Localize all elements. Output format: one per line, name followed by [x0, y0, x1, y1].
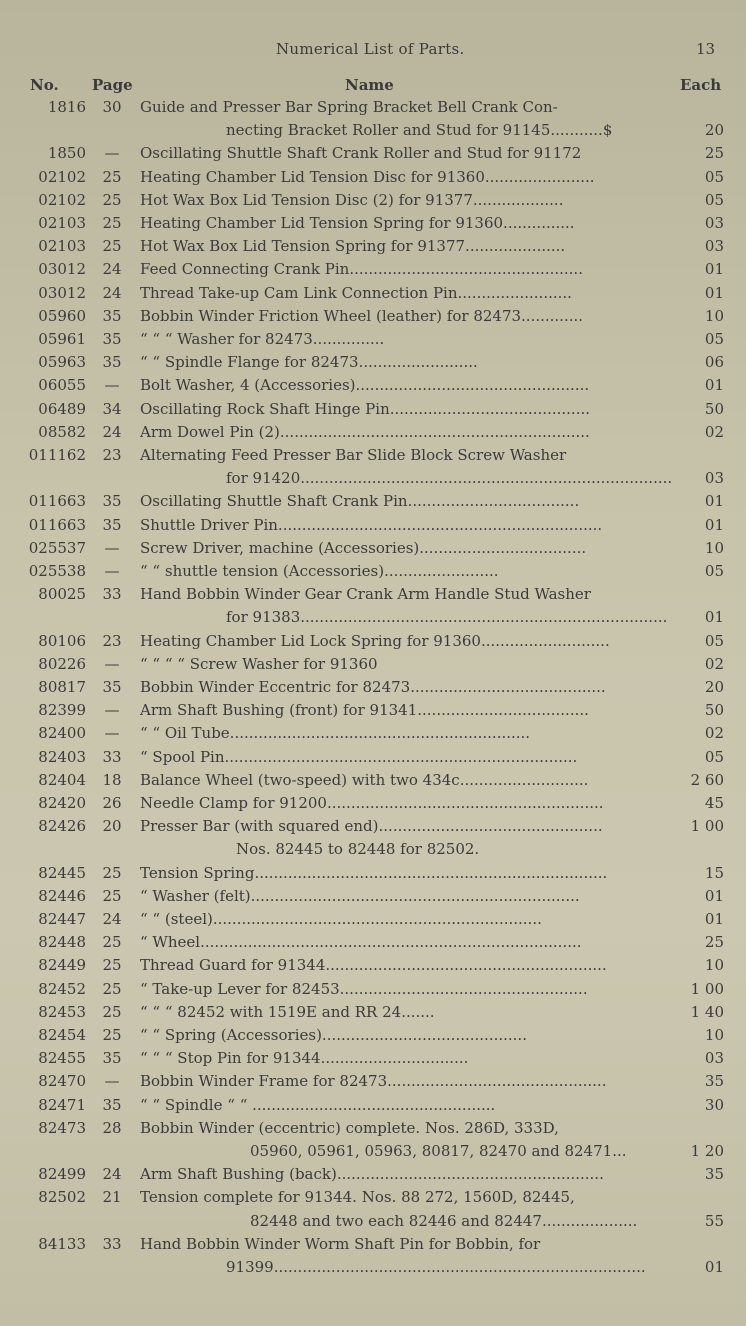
part-name: “ Washer (felt).....................................................................	[140, 886, 580, 905]
table-row	[0, 260, 746, 283]
price-each: 05	[704, 330, 724, 348]
page-ref: 25	[102, 886, 122, 905]
part-name: “ “ Oil Tube...............................................................	[140, 724, 531, 743]
table-row	[0, 516, 746, 539]
price-each: 10	[704, 538, 724, 557]
part-number: 82454	[38, 1026, 86, 1044]
part-number: 025537	[28, 538, 86, 557]
part-name: Bolt Washer, 4 (Accessories).................................................	[140, 376, 590, 395]
part-number: 82455	[38, 1049, 86, 1068]
table-row	[0, 864, 746, 887]
price-each: 1 20	[690, 1141, 724, 1160]
part-name: Balance Wheel (two-speed) with two 434c...........................	[140, 770, 589, 789]
page-title: Numerical List of Parts.	[276, 40, 465, 58]
page-ref: 24	[102, 910, 122, 928]
part-name: Hand Bobbin Winder Worm Shaft Pin for Bobbin, for	[140, 1234, 541, 1253]
part-number: 82447	[38, 910, 86, 928]
price-each: 02	[704, 654, 724, 673]
page-ref: —	[104, 144, 120, 163]
price-each: 01	[704, 260, 724, 279]
part-name: Oscillating Shuttle Shaft Crank Roller and Stud for 91172	[140, 144, 582, 163]
part-number: 03012	[38, 260, 86, 279]
part-name: Presser Bar (with squared end)...............................................	[140, 817, 603, 836]
part-name: Tension Spring..........................................................................	[140, 863, 608, 882]
part-number: 011162	[28, 446, 86, 464]
part-number: 80025	[38, 585, 86, 604]
table-row	[0, 980, 746, 1003]
part-number: 1850	[47, 144, 86, 163]
price-each: 1 40	[690, 1002, 724, 1021]
page-ref: 23	[102, 446, 122, 464]
part-name: Arm Dowel Pin (2).................................................................	[140, 422, 590, 441]
part-number: 82403	[38, 747, 86, 766]
price-each: 05	[704, 562, 724, 580]
table-row	[0, 1026, 746, 1049]
page-ref: 35	[102, 492, 122, 511]
part-name: Bobbin Winder Friction Wheel (leather) for 82473.............	[140, 306, 584, 325]
part-name: “ “ “ Stop Pin for 91344...............................	[140, 1049, 469, 1068]
page-ref: 33	[102, 747, 122, 766]
part-number: 05963	[38, 353, 86, 372]
part-number: 06489	[38, 399, 86, 418]
part-number: 82471	[38, 1095, 86, 1114]
price-each: 1 00	[690, 979, 724, 998]
part-name: Nos. 82445 to 82448 for 82502.	[236, 840, 480, 859]
page-ref: 25	[102, 1026, 122, 1044]
page-ref: —	[104, 654, 120, 673]
page-ref: —	[104, 562, 120, 580]
page-ref: 25	[102, 933, 122, 952]
page-ref: —	[104, 538, 120, 557]
table-row	[0, 817, 746, 840]
table-row	[0, 1049, 746, 1072]
part-name-continued: necting Bracket Roller and Stud for 91145...........$	[226, 121, 613, 140]
table-row	[0, 446, 746, 492]
price-each: 25	[704, 933, 724, 952]
table-row	[0, 794, 746, 817]
part-number: 84133	[38, 1234, 86, 1253]
page-ref: 25	[102, 237, 122, 256]
page-ref: 33	[102, 1234, 122, 1253]
part-name: Bobbin Winder Eccentric for 82473.........................................	[140, 678, 606, 696]
table-row	[0, 748, 746, 771]
part-number: 82499	[38, 1165, 86, 1184]
part-number: 82445	[38, 863, 86, 882]
part-number: 05961	[38, 330, 86, 348]
part-number: 82449	[38, 956, 86, 975]
table-row	[0, 284, 746, 307]
page-ref: 24	[102, 422, 122, 441]
page-ref: 25	[102, 190, 122, 209]
table-row	[0, 237, 746, 260]
table-row	[0, 1003, 746, 1026]
part-name: Tension complete for 91344. Nos. 88 272, 1560D, 82445,	[140, 1188, 575, 1207]
part-name: Thread Guard for 91344...........................................................	[140, 956, 607, 975]
page-ref: 20	[102, 817, 122, 836]
part-number: 03012	[38, 283, 86, 302]
price-each: 05	[704, 190, 724, 209]
part-number: 82404	[38, 770, 86, 789]
price-each: 01	[704, 886, 724, 905]
table-row	[0, 353, 746, 376]
page-ref: —	[104, 724, 120, 743]
page-ref: —	[104, 376, 120, 395]
part-number: 82502	[38, 1188, 86, 1207]
part-name: Needle Clamp for 91200..........................................................	[140, 794, 604, 812]
page-ref: 28	[102, 1118, 122, 1137]
page-number: 13	[696, 40, 716, 58]
column-header-page: Page	[92, 76, 133, 94]
price-each: 01	[704, 910, 724, 928]
part-name: “ Wheel................................................................................	[140, 933, 582, 952]
page-ref: 25	[102, 979, 122, 998]
price-each: 50	[704, 701, 724, 720]
price-each: 01	[704, 515, 724, 534]
part-name-continued: 91399..............................................................................	[226, 1257, 646, 1276]
part-number: 82400	[38, 724, 86, 743]
part-name: “ Spool Pin..........................................................................	[140, 747, 578, 766]
table-row	[0, 423, 746, 446]
page-ref: 23	[102, 631, 122, 650]
table-row	[0, 840, 746, 863]
part-name: Oscillating Shuttle Shaft Crank Pin....................................	[140, 492, 580, 511]
table-row	[0, 98, 746, 144]
part-name: Shuttle Driver Pin....................................................................	[140, 515, 603, 534]
part-name: “ “ shuttle tension (Accessories)........................	[140, 562, 499, 580]
table-row	[0, 585, 746, 631]
page-ref: 25	[102, 1002, 122, 1021]
table-row	[0, 1072, 746, 1095]
page-ref: 33	[102, 585, 122, 604]
column-header-each: Each	[680, 76, 722, 94]
price-each: 01	[704, 283, 724, 302]
part-name: “ “ “ “ Screw Washer for 91360	[140, 654, 378, 673]
table-row	[0, 562, 746, 585]
page-ref: 21	[102, 1188, 122, 1207]
price-each: 05	[704, 631, 724, 650]
page-ref: 35	[102, 1095, 122, 1114]
part-number: 08582	[38, 422, 86, 441]
table-row	[0, 307, 746, 330]
price-each: 10	[704, 1026, 724, 1044]
part-name: “ Take-up Lever for 82453....................................................	[140, 979, 588, 998]
part-number: 82453	[38, 1002, 86, 1021]
price-each: 2 60	[690, 770, 724, 789]
part-number: 82452	[38, 979, 86, 998]
part-number: 80106	[38, 631, 86, 650]
part-name: Oscillating Rock Shaft Hinge Pin..........................................	[140, 399, 590, 418]
price-each: 03	[704, 237, 724, 256]
table-row	[0, 168, 746, 191]
part-number: 025538	[28, 562, 86, 580]
page-ref: 30	[102, 98, 122, 116]
part-name: “ “ Spindle “ “ ...................................................	[140, 1095, 496, 1114]
part-name: Heating Chamber Lid Tension Spring for 91360...............	[140, 214, 575, 232]
part-name: Feed Connecting Crank Pin.................................................	[140, 260, 583, 279]
page-ref: 35	[102, 353, 122, 372]
part-name: Heating Chamber Lid Tension Disc for 91360.......................	[140, 167, 595, 186]
part-number: 05960	[38, 306, 86, 325]
price-each: 03	[704, 214, 724, 232]
price-each: 03	[704, 1049, 724, 1068]
price-each: 02	[704, 422, 724, 441]
price-each: 10	[704, 956, 724, 975]
page-ref: 25	[102, 214, 122, 232]
table-row	[0, 1096, 746, 1119]
price-each: 20	[704, 678, 724, 696]
part-name: “ “ “ Washer for 82473...............	[140, 330, 385, 348]
price-each: 03	[704, 469, 724, 488]
price-each: 01	[704, 608, 724, 627]
table-row	[0, 144, 746, 167]
table-row	[0, 701, 746, 724]
page-header	[0, 40, 746, 64]
price-each: 35	[704, 1165, 724, 1184]
price-each: 15	[704, 863, 724, 882]
table-row	[0, 1119, 746, 1165]
price-each: 06	[704, 353, 724, 372]
part-number: 02102	[38, 167, 86, 186]
page-ref: 35	[102, 678, 122, 696]
part-number: 80817	[38, 678, 86, 696]
price-each: 05	[704, 167, 724, 186]
page-ref: 35	[102, 515, 122, 534]
part-number: 82473	[38, 1118, 86, 1137]
page-ref: —	[104, 1072, 120, 1091]
price-each: 45	[704, 794, 724, 812]
table-row	[0, 191, 746, 214]
table-row	[0, 1188, 746, 1234]
price-each: 25	[704, 144, 724, 163]
price-each: 10	[704, 306, 724, 325]
table-row	[0, 632, 746, 655]
part-number: 1816	[47, 98, 86, 116]
part-number: 011663	[28, 492, 86, 511]
part-number: 80226	[38, 654, 86, 673]
part-name: Hot Wax Box Lid Tension Spring for 91377.....................	[140, 237, 566, 256]
page-ref: 26	[102, 794, 122, 812]
part-name-continued: for 91420..............................................................................	[226, 469, 673, 488]
part-name-continued: for 91383.............................................................................	[226, 608, 668, 627]
table-row	[0, 400, 746, 423]
page-ref: 35	[102, 330, 122, 348]
table-row	[0, 887, 746, 910]
table-row	[0, 539, 746, 562]
price-each: 35	[704, 1072, 724, 1091]
page-ref: 35	[102, 306, 122, 325]
table-row	[0, 771, 746, 794]
table-row	[0, 376, 746, 399]
part-name: Arm Shaft Bushing (back)........................................................	[140, 1165, 604, 1184]
part-number: 02103	[38, 237, 86, 256]
page-ref: 35	[102, 1049, 122, 1068]
part-name: Guide and Presser Bar Spring Bracket Bell Crank Con-	[140, 98, 558, 116]
part-name: Alternating Feed Presser Bar Slide Block Screw Washer	[140, 446, 567, 464]
page-ref: —	[104, 701, 120, 720]
price-each: 02	[704, 724, 724, 743]
part-number: 06055	[38, 376, 86, 395]
part-name: Thread Take-up Cam Link Connection Pin........................	[140, 283, 572, 302]
part-number: 82470	[38, 1072, 86, 1091]
table-row	[0, 910, 746, 933]
part-name: “ “ Spring (Accessories)...........................................	[140, 1026, 527, 1044]
part-name: Hot Wax Box Lid Tension Disc (2) for 91377...................	[140, 190, 564, 209]
price-each: 05	[704, 747, 724, 766]
table-row	[0, 492, 746, 515]
table-row	[0, 678, 746, 701]
part-number: 011663	[28, 515, 86, 534]
part-name: Bobbin Winder Frame for 82473..............................................	[140, 1072, 607, 1091]
price-each: 01	[704, 376, 724, 395]
page-ref: 25	[102, 956, 122, 975]
page-ref: 25	[102, 863, 122, 882]
part-name: “ “ (steel).....................................................................	[140, 910, 542, 928]
part-number: 82426	[38, 817, 86, 836]
part-name-continued: 05960, 05961, 05963, 80817, 82470 and 82471...	[250, 1141, 627, 1160]
part-number: 82446	[38, 886, 86, 905]
table-row	[0, 956, 746, 979]
part-name-continued: 82448 and two each 82446 and 82447....................	[250, 1211, 638, 1230]
page-ref: 25	[102, 167, 122, 186]
page-ref: 24	[102, 1165, 122, 1184]
part-name: “ “ “ 82452 with 1519E and RR 24.......	[140, 1002, 435, 1021]
part-name: Hand Bobbin Winder Gear Crank Arm Handle Stud Washer	[140, 585, 591, 604]
part-name: Screw Driver, machine (Accessories)...................................	[140, 538, 587, 557]
part-number: 82420	[38, 794, 86, 812]
price-each: 20	[704, 121, 724, 140]
page-ref: 18	[102, 770, 122, 789]
part-name: Arm Shaft Bushing (front) for 91341....................................	[140, 701, 589, 720]
page-ref: 24	[102, 260, 122, 279]
part-name: Heating Chamber Lid Lock Spring for 91360...........................	[140, 631, 610, 650]
part-name: “ “ Spindle Flange for 82473.........................	[140, 353, 478, 372]
table-row	[0, 330, 746, 353]
part-number: 82448	[38, 933, 86, 952]
table-row	[0, 1235, 746, 1281]
part-number: 02103	[38, 214, 86, 232]
column-header-name: Name	[345, 76, 394, 94]
table-row	[0, 655, 746, 678]
page-ref: 24	[102, 283, 122, 302]
price-each: 50	[704, 399, 724, 418]
price-each: 30	[704, 1095, 724, 1114]
price-each: 1 00	[690, 817, 724, 836]
page-ref: 34	[102, 399, 122, 418]
part-name: Bobbin Winder (eccentric) complete. Nos. 286D, 333D,	[140, 1118, 559, 1137]
price-each: 55	[704, 1211, 724, 1230]
price-each: 01	[704, 1257, 724, 1276]
price-each: 01	[704, 492, 724, 511]
part-number: 82399	[38, 701, 86, 720]
table-row	[0, 724, 746, 747]
part-number: 02102	[38, 190, 86, 209]
table-row	[0, 933, 746, 956]
column-header-no: No.	[30, 76, 59, 94]
table-row	[0, 1165, 746, 1188]
table-row	[0, 214, 746, 237]
